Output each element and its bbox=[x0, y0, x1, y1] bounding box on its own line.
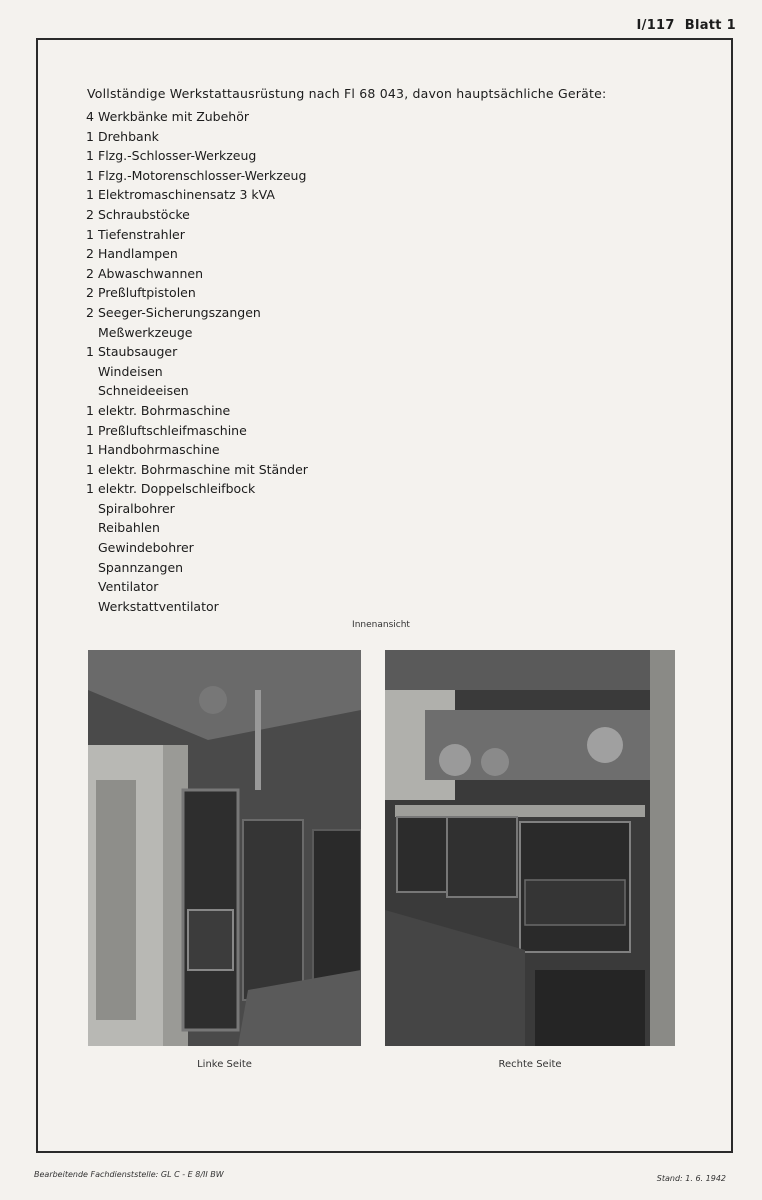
list-item bbox=[86, 597, 308, 617]
item-name: Seeger-Sicherungszangen bbox=[98, 304, 261, 320]
list-item bbox=[86, 558, 308, 578]
list-item bbox=[86, 323, 308, 343]
item-name: Staubsauger bbox=[98, 344, 178, 360]
equipment-list bbox=[86, 107, 308, 616]
item-name: Schneideeisen bbox=[98, 383, 189, 399]
photo-left-side bbox=[88, 650, 361, 1046]
list-item bbox=[86, 185, 308, 205]
item-name: Flzg.-Motorenschlosser-Werkzeug bbox=[98, 167, 307, 183]
list-item bbox=[86, 479, 308, 499]
item-name: Preßluftschleifmaschine bbox=[98, 422, 247, 438]
item-quantity bbox=[86, 323, 98, 343]
item-name: Gewindebohrer bbox=[98, 540, 194, 556]
item-quantity: 2 bbox=[86, 246, 94, 262]
list-item bbox=[86, 166, 308, 186]
item-name: Flzg.-Schlosser-Werkzeug bbox=[98, 148, 257, 164]
item-quantity: 1 bbox=[86, 187, 94, 203]
item-quantity bbox=[86, 381, 98, 401]
item-name: elektr. Doppelschleifbock bbox=[98, 481, 256, 497]
item-name: Meßwerkzeuge bbox=[98, 324, 193, 340]
list-item bbox=[86, 538, 308, 558]
item-quantity: 2 bbox=[86, 304, 94, 320]
item-name: Abwaschwannen bbox=[98, 265, 204, 281]
list-item bbox=[86, 303, 308, 323]
item-quantity bbox=[86, 518, 98, 538]
item-quantity: 1 bbox=[86, 226, 94, 242]
item-quantity: 1 bbox=[86, 344, 94, 360]
item-name: Schraubstöcke bbox=[98, 206, 190, 222]
photos-section-caption: Innenansicht bbox=[352, 620, 410, 630]
item-quantity: 2 bbox=[86, 285, 94, 301]
list-item bbox=[86, 460, 308, 480]
item-name: Reibahlen bbox=[98, 520, 160, 536]
caption-left-side: Linke Seite bbox=[197, 1059, 252, 1070]
item-name: Spannzangen bbox=[98, 559, 184, 575]
item-name: Spiralbohrer bbox=[98, 500, 175, 516]
item-quantity: 1 bbox=[86, 167, 94, 183]
item-quantity: 1 bbox=[86, 481, 94, 497]
list-item bbox=[86, 440, 308, 460]
item-quantity bbox=[86, 558, 98, 578]
item-name: Elektromaschinensatz 3 kVA bbox=[98, 187, 275, 203]
list-item bbox=[86, 107, 308, 127]
list-item bbox=[86, 127, 308, 147]
item-quantity bbox=[86, 499, 98, 519]
list-item bbox=[86, 225, 308, 245]
list-item bbox=[86, 264, 308, 284]
document-reference bbox=[637, 18, 736, 33]
item-quantity: 2 bbox=[86, 265, 94, 281]
item-quantity: 1 bbox=[86, 148, 94, 164]
item-quantity: 1 bbox=[86, 422, 94, 438]
list-heading: Vollständige Werkstattausrüstung nach Fl 68 043, davon hauptsächliche Geräte: bbox=[87, 86, 607, 101]
item-quantity: 1 bbox=[86, 442, 94, 458]
document-number: I/117 bbox=[636, 18, 675, 33]
list-item bbox=[86, 518, 308, 538]
list-item bbox=[86, 283, 308, 303]
item-quantity: 2 bbox=[86, 206, 94, 222]
item-quantity bbox=[86, 538, 98, 558]
list-item bbox=[86, 146, 308, 166]
item-name: Handbohrmaschine bbox=[98, 442, 220, 458]
item-name: Preßluftpistolen bbox=[98, 285, 196, 301]
item-name: Ventilator bbox=[98, 579, 159, 595]
list-item bbox=[86, 499, 308, 519]
item-name: Werkbänke mit Zubehör bbox=[98, 109, 250, 124]
footer-department: Bearbeitende Fachdienststelle: GL C - E 8/II BW bbox=[34, 1170, 224, 1179]
item-quantity: 1 bbox=[86, 402, 94, 418]
item-name: Werkstattventilator bbox=[98, 598, 219, 614]
footer-date: Stand: 1. 6. 1942 bbox=[656, 1174, 726, 1183]
item-name: Handlampen bbox=[98, 246, 178, 262]
list-item bbox=[86, 577, 308, 597]
list-item bbox=[86, 342, 308, 362]
item-quantity bbox=[86, 362, 98, 382]
list-item bbox=[86, 421, 308, 441]
list-item bbox=[86, 244, 308, 264]
list-item bbox=[86, 381, 308, 401]
item-name: elektr. Bohrmaschine bbox=[98, 402, 231, 418]
item-name: elektr. Bohrmaschine mit Ständer bbox=[98, 461, 308, 477]
list-item bbox=[86, 362, 308, 382]
list-item bbox=[86, 205, 308, 225]
item-quantity bbox=[86, 577, 98, 597]
item-name: Tiefenstrahler bbox=[98, 226, 185, 242]
item-quantity: 1 bbox=[86, 128, 94, 144]
item-quantity: 1 bbox=[86, 461, 94, 477]
list-item bbox=[86, 401, 308, 421]
item-quantity: 4 bbox=[86, 109, 94, 124]
item-quantity bbox=[86, 597, 98, 617]
caption-right-side: Rechte Seite bbox=[498, 1059, 562, 1070]
item-name: Drehbank bbox=[98, 128, 159, 144]
sheet-number: Blatt 1 bbox=[684, 18, 736, 33]
item-name: Windeisen bbox=[98, 363, 163, 379]
photo-right-side bbox=[385, 650, 675, 1046]
